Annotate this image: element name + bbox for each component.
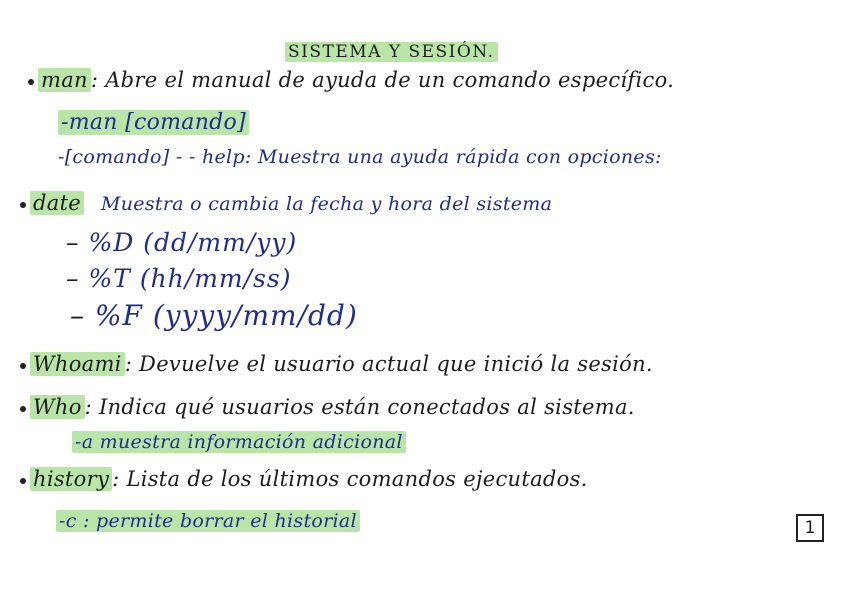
man-entry	[28, 70, 674, 91]
page-title	[285, 44, 498, 61]
history-subitem	[56, 512, 360, 531]
page-number: 1	[796, 514, 824, 542]
who-description: : Indica qué usuarios están conectados al sistema.	[84, 395, 635, 419]
date-format-f-text: %F (yyyy/mm/dd)	[94, 299, 358, 332]
who-entry	[20, 397, 635, 418]
date-format-t	[66, 266, 291, 291]
history-command: history	[30, 467, 112, 491]
who-subitem	[72, 433, 406, 452]
whoami-description: : Devuelve el usuario actual que inició la sesión.	[124, 352, 653, 376]
man-subitem-text: -man [comando]	[58, 110, 249, 135]
bullet-icon	[20, 363, 26, 369]
history-entry	[20, 469, 588, 490]
help-subitem-text: -[comando] - - help: Muestra una ayuda rápida con opciones:	[58, 146, 662, 168]
date-entry	[20, 193, 552, 214]
who-subitem-text: -a muestra información adicional	[72, 431, 406, 453]
date-format-t-text: %T (hh/mm/ss)	[88, 264, 292, 293]
date-command: date	[30, 191, 84, 215]
dash-icon: –	[70, 299, 95, 332]
date-format-f	[70, 299, 358, 332]
page-title-text: SISTEMA Y SESIÓN.	[285, 42, 498, 62]
man-subitem	[58, 112, 249, 134]
who-command: Who	[30, 395, 85, 419]
whoami-entry	[20, 354, 653, 375]
bullet-icon	[28, 79, 34, 85]
bullet-icon	[20, 478, 26, 484]
man-command: man	[38, 68, 91, 92]
man-description: : Abre el manual de ayuda de un comando específico.	[90, 68, 675, 92]
bullet-icon	[20, 202, 26, 208]
help-subitem	[58, 148, 662, 167]
whoami-command: Whoami	[30, 352, 125, 376]
dash-icon: –	[66, 264, 89, 293]
date-format-d	[66, 230, 297, 255]
history-description: : Lista de los últimos comandos ejecutados.	[112, 467, 588, 491]
bullet-icon	[20, 406, 26, 412]
date-format-d-text: %D (dd/mm/yy)	[88, 228, 298, 257]
dash-icon: –	[66, 228, 89, 257]
date-description: Muestra o cambia la fecha y hora del sistema	[101, 193, 553, 215]
history-subitem-text: -c : permite borrar el historial	[56, 510, 360, 532]
